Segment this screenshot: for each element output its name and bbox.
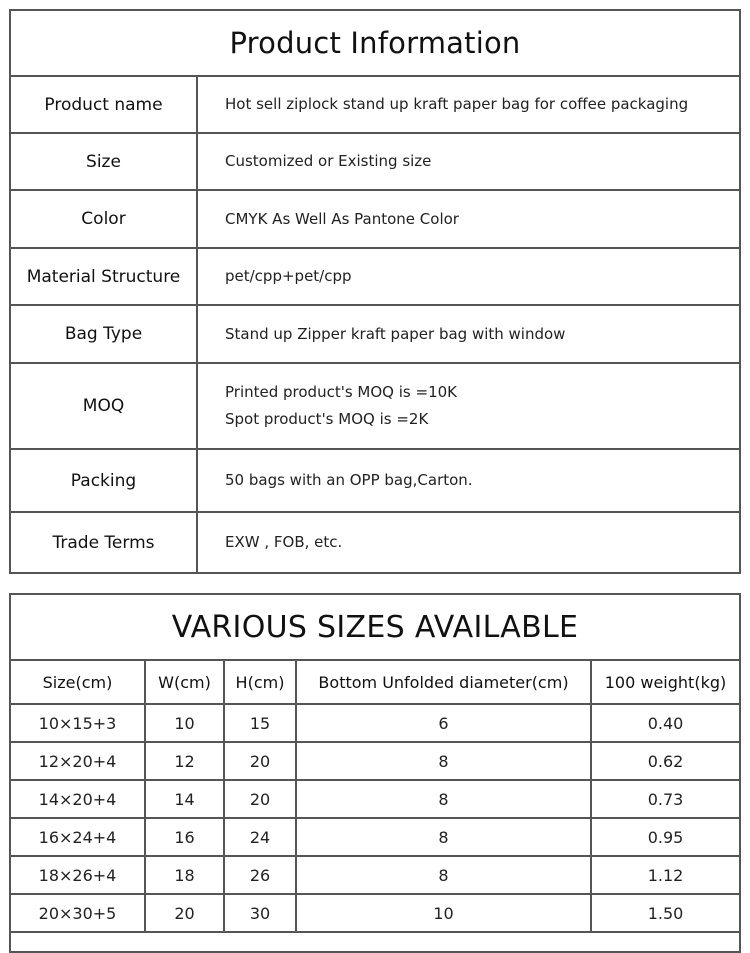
info-row-packing xyxy=(11,450,739,513)
sizes-cell: 12 xyxy=(146,743,225,781)
sizes-cell: 10 xyxy=(297,895,592,933)
sizes-cell: 8 xyxy=(297,857,592,895)
sizes-cell: 0.62 xyxy=(592,743,739,781)
sizes-cell: 20 xyxy=(146,895,225,933)
info-value-line: CMYK As Well As Pantone Color xyxy=(225,209,459,228)
info-row-material-structure xyxy=(11,249,739,306)
info-value-line: EXW , FOB, etc. xyxy=(225,533,343,551)
info-row-moq xyxy=(11,364,739,450)
sizes-cell: 20 xyxy=(225,781,297,819)
info-row-product-name xyxy=(11,77,739,134)
sizes-cell: 14 xyxy=(146,781,225,819)
sizes-table xyxy=(9,593,741,953)
sizes-header-cell: Size(cm) xyxy=(11,661,146,705)
info-value xyxy=(198,513,739,572)
sizes-cell: 18×26+4 xyxy=(11,857,146,895)
info-value xyxy=(198,306,739,362)
info-value-line: pet/cpp+pet/cpp xyxy=(225,267,352,285)
info-value-line: Stand up Zipper kraft paper bag with window xyxy=(225,324,566,343)
info-value xyxy=(198,134,739,189)
sizes-header-cell: 100 weight(kg) xyxy=(592,661,739,705)
info-value xyxy=(198,450,739,511)
info-label: Bag Type xyxy=(11,306,198,362)
info-label: Trade Terms xyxy=(11,513,198,572)
sizes-cell: 8 xyxy=(297,819,592,857)
sizes-cell: 1.12 xyxy=(592,857,739,895)
sizes-cell: 1.50 xyxy=(592,895,739,933)
info-row-bag-type xyxy=(11,306,739,364)
sizes-cell: 0.40 xyxy=(592,705,739,743)
sizes-cell: 16×24+4 xyxy=(11,819,146,857)
sizes-cell: 10 xyxy=(146,705,225,743)
sizes-cell: 0.73 xyxy=(592,781,739,819)
sizes-cell: 15 xyxy=(225,705,297,743)
info-value xyxy=(198,77,739,132)
product-information-title: Product Information xyxy=(11,11,739,77)
info-value-line: Hot sell ziplock stand up kraft paper bag for coffee packaging xyxy=(225,95,689,113)
info-label: Size xyxy=(11,134,198,189)
sizes-cell: 14×20+4 xyxy=(11,781,146,819)
info-row-color xyxy=(11,191,739,249)
info-row-trade-terms xyxy=(11,513,739,572)
sizes-grid xyxy=(11,661,739,933)
sizes-cell: 24 xyxy=(225,819,297,857)
info-value-line: Printed product's MOQ is =10K xyxy=(225,383,457,401)
sizes-cell: 8 xyxy=(297,781,592,819)
sizes-cell: 8 xyxy=(297,743,592,781)
sizes-cell: 26 xyxy=(225,857,297,895)
sizes-cell: 6 xyxy=(297,705,592,743)
sizes-cell: 12×20+4 xyxy=(11,743,146,781)
info-value-line: 50 bags with an OPP bag,Carton. xyxy=(225,471,473,489)
info-label: Material Structure xyxy=(11,249,198,304)
sizes-cell: 18 xyxy=(146,857,225,895)
info-label: MOQ xyxy=(11,364,198,448)
info-value-line: Customized or Existing size xyxy=(225,152,432,170)
sizes-title: VARIOUS SIZES AVAILABLE xyxy=(11,595,739,661)
info-label: Product name xyxy=(11,77,198,132)
info-value xyxy=(198,249,739,304)
info-value xyxy=(198,191,739,247)
sizes-header-cell: Bottom Unfolded diameter(cm) xyxy=(297,661,592,705)
sizes-cell: 10×15+3 xyxy=(11,705,146,743)
info-row-size xyxy=(11,134,739,191)
info-label: Color xyxy=(11,191,198,247)
sizes-header-cell: W(cm) xyxy=(146,661,225,705)
product-information-table xyxy=(9,9,741,574)
sizes-cell: 20×30+5 xyxy=(11,895,146,933)
sizes-cell: 20 xyxy=(225,743,297,781)
sizes-header-cell: H(cm) xyxy=(225,661,297,705)
info-value xyxy=(198,364,739,448)
sizes-cell: 30 xyxy=(225,895,297,933)
info-label: Packing xyxy=(11,450,198,511)
info-value-line: Spot product's MOQ is =2K xyxy=(225,410,429,428)
sizes-cell: 16 xyxy=(146,819,225,857)
sizes-cell: 0.95 xyxy=(592,819,739,857)
